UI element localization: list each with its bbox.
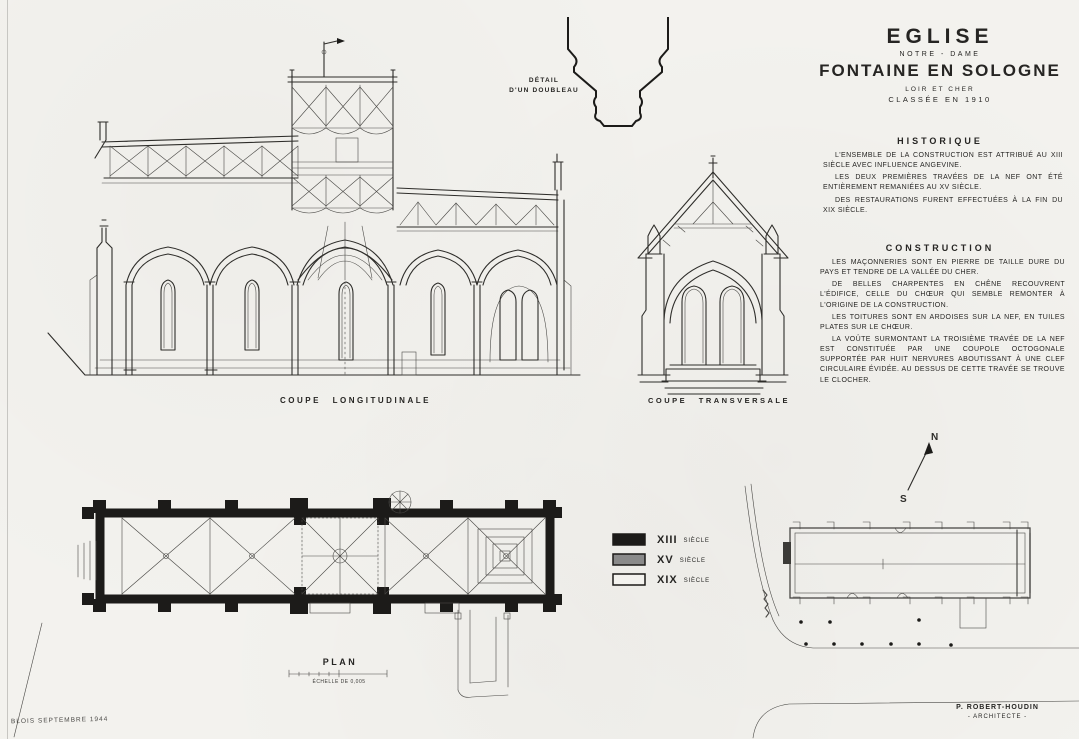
- historique-p3: DES RESTAURATIONS FURENT EFFECTUÉES À LA FIN DU XIX SIÈCLE.: [823, 196, 1063, 214]
- legend-item-xv: [612, 553, 710, 566]
- construction-p1: LES MAÇONNERIES SONT EN PIERRE DE TAILLE DURE DU PAYS ET TENDRE DE LA VALLÉE DU CHER.: [820, 259, 1065, 277]
- historique-text: [823, 151, 1063, 218]
- architect-name: P. ROBERT-HOUDIN: [956, 704, 1039, 711]
- construction-p2: DE BELLES CHARPENTES EN CHÊNE RECOUVRENT L'ÉDIFICE, CELLE DU CHŒUR QUI SEMBLE REMONTER À L'ORIGINE DE LA CONSTRUCTION.: [820, 281, 1065, 309]
- legend-swatch-xiii: [612, 533, 646, 546]
- compass-north-label: N: [931, 432, 939, 443]
- title-block: [810, 25, 1070, 104]
- legend-numeral-xiii: XIII: [657, 533, 678, 546]
- legend-numeral-xix: XIX: [657, 573, 678, 586]
- coupe-longitudinale-label: COUPE LONGITUDINALE: [280, 396, 431, 405]
- historique-p2: LES DEUX PREMIÈRES TRAVÉES DE LA NEF ONT ÉTÉ ENTIÈREMENT REMANIÉES AU XV SIÈCLE.: [823, 174, 1063, 192]
- plan-scale-text: ÉCHELLE DE 0,005: [312, 679, 366, 685]
- architect-signature: [925, 704, 1070, 720]
- title-classee: CLASSÉE EN 1910: [888, 95, 992, 104]
- doubleau-label-line2: D'UN DOUBLEAU: [509, 87, 579, 95]
- title-eglise: EGLISE: [886, 25, 994, 48]
- transverse-section-drawing: [618, 150, 813, 400]
- legend-swatch-xv: [612, 553, 646, 566]
- ground-plan-drawing: [0, 465, 610, 739]
- construction-heading: CONSTRUCTION: [885, 243, 995, 253]
- period-legend: [612, 533, 710, 593]
- construction-p4: LA VOÛTE SURMONTANT LA TROISIÈME TRAVÉE DE LA NEF EST CONSTITUÉE PAR UNE COUPOLE OCTOGONALE SUPPORTÉE PAR HUIT NERVURES ABOUTISSANT À UNE CLEF CIRCULAIRE ÉVIDÉE. AU DESSUS DE CETTE TRAVÉE SE TROUVE LE CLOCHER.: [820, 335, 1065, 384]
- legend-item-xiii: [612, 533, 710, 546]
- plan-label: PLAN: [322, 657, 358, 667]
- historique-p1: L'ENSEMBLE DE LA CONSTRUCTION EST ATTRIBUÉ AU XIII SIÈCLE AVEC INFLUENCE ANGEVINE.: [823, 152, 1063, 170]
- date-note: BLOIS SEPTEMBRE 1944: [10, 715, 109, 726]
- coupe-transversale-label: COUPE TRANSVERSALE: [648, 396, 791, 405]
- site-plan-drawing: [735, 480, 1079, 739]
- title-fontaine: FONTAINE EN SOLOGNE: [819, 61, 1061, 80]
- site-plan-west-steps: [783, 542, 791, 564]
- legend-numeral-xv: XV: [657, 553, 674, 566]
- architect-title: - ARCHITECTE -: [967, 714, 1028, 720]
- compass-south-label: S: [900, 494, 907, 505]
- legend-word-xv: SIÈCLE: [679, 557, 706, 564]
- legend-word-xiii: SIÈCLE: [683, 537, 710, 544]
- historique-heading: HISTORIQUE: [897, 136, 983, 146]
- legend-item-xix: [612, 573, 710, 586]
- construction-p3: LES TOITURES SONT EN ARDOISES SUR LA NEF, EN TUILES PLATES SUR LE CHŒUR.: [820, 313, 1065, 331]
- legend-swatch-xix: [612, 573, 646, 586]
- plan-scale-bar: [287, 669, 395, 685]
- title-loir-et-cher: LOIR ET CHER: [905, 86, 975, 93]
- north-arrow-head: [924, 442, 933, 455]
- longitudinal-section-drawing: [40, 30, 585, 385]
- construction-text: [820, 258, 1065, 388]
- legend-word-xix: SIÈCLE: [683, 577, 710, 584]
- doubleau-label-line1: DÉTAIL: [528, 77, 560, 84]
- title-notre-dame: NOTRE - DAME: [899, 51, 981, 58]
